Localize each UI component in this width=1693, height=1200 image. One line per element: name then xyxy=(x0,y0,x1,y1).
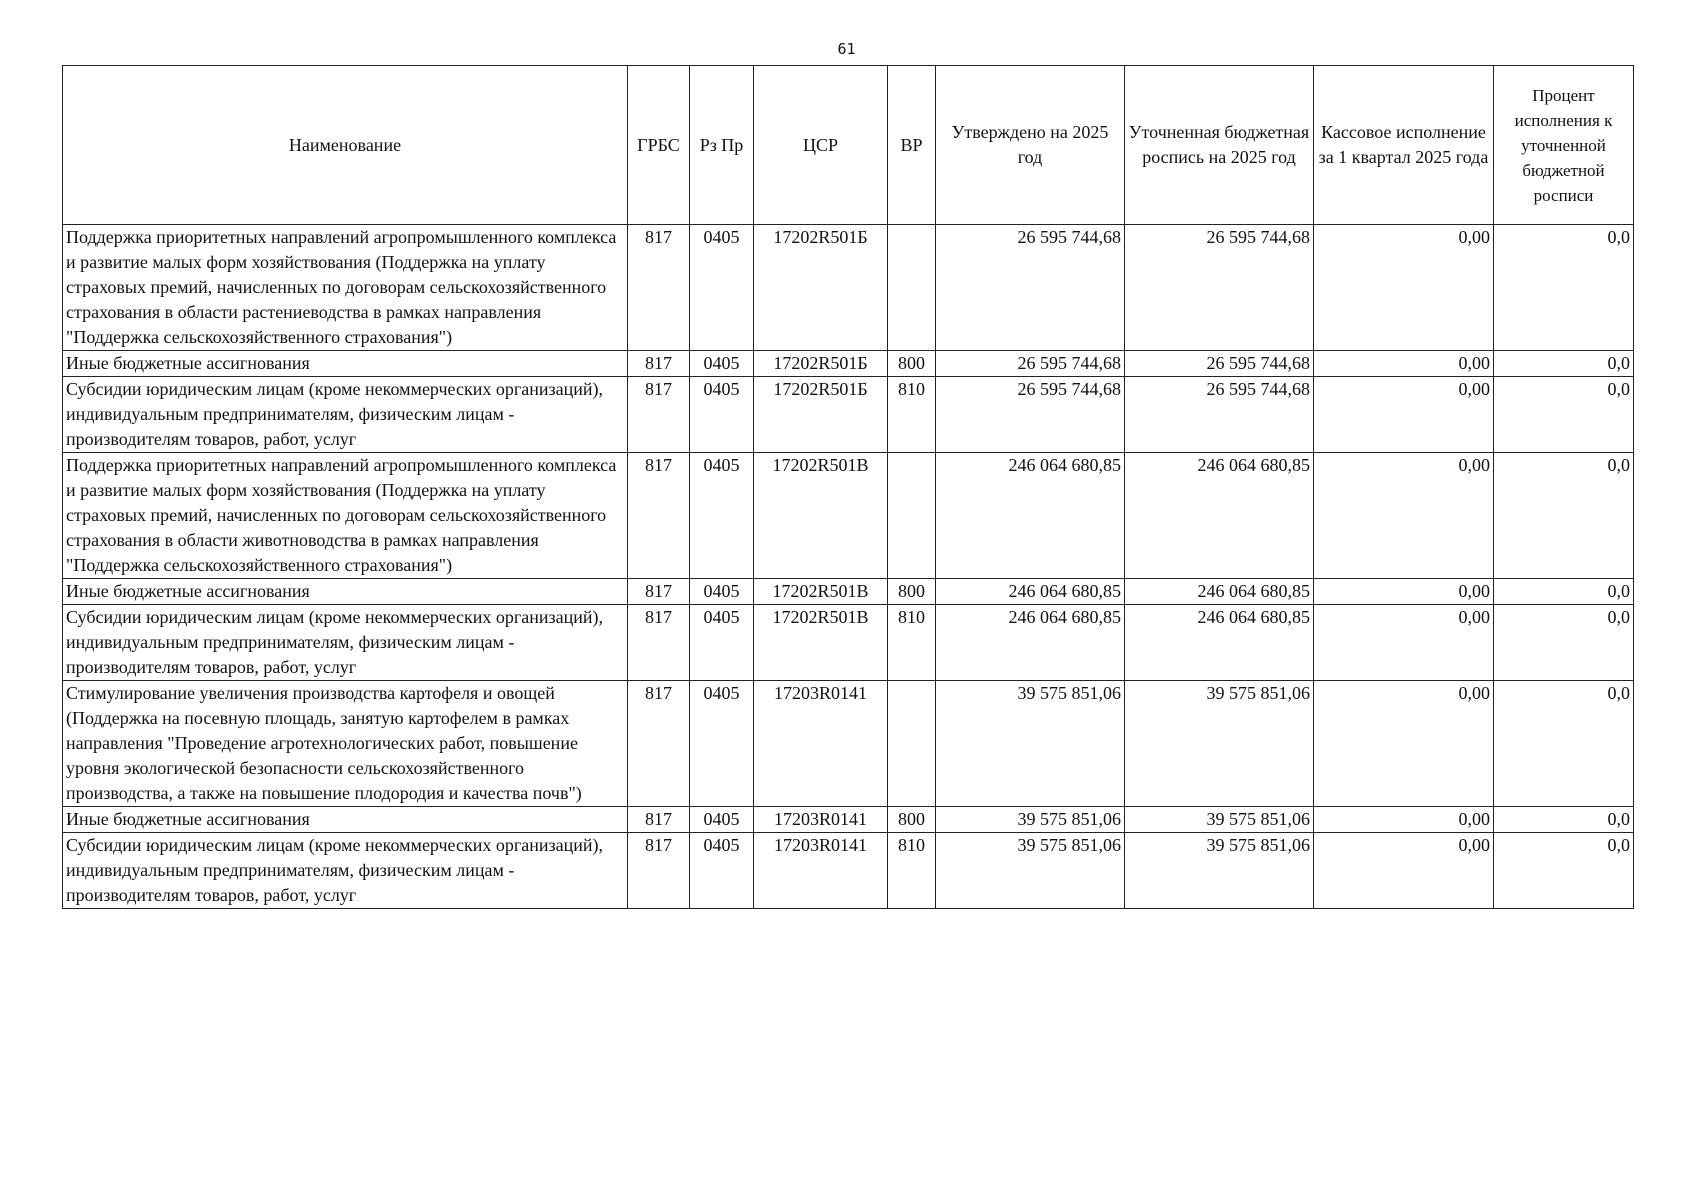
cell-percent: 0,0 xyxy=(1494,225,1634,351)
cell-grbs: 817 xyxy=(628,377,690,453)
cell-name: Иные бюджетные ассигнования xyxy=(63,807,628,833)
cell-refined: 26 595 744,68 xyxy=(1125,225,1314,351)
table-row xyxy=(63,807,1634,833)
table-body xyxy=(63,225,1634,909)
budget-table xyxy=(62,65,1634,909)
cell-csr: 17203R0141 xyxy=(754,807,888,833)
cell-refined: 246 064 680,85 xyxy=(1125,579,1314,605)
header-percent: Процент исполнения к уточненной бюджетной росписи xyxy=(1494,66,1634,225)
cell-rzpr: 0405 xyxy=(690,225,754,351)
cell-csr: 17202R501В xyxy=(754,453,888,579)
table-row xyxy=(63,225,1634,351)
cell-rzpr: 0405 xyxy=(690,579,754,605)
cell-rzpr: 0405 xyxy=(690,351,754,377)
header-csr: ЦСР xyxy=(754,66,888,225)
cell-cash: 0,00 xyxy=(1314,807,1494,833)
cell-cash: 0,00 xyxy=(1314,605,1494,681)
cell-name: Субсидии юридическим лицам (кроме некоммерческих организаций), индивидуальным предпринимателям, физическим лицам - производителям товаров, работ, услуг xyxy=(63,833,628,909)
cell-name: Поддержка приоритетных направлений агропромышленного комплекса и развитие малых форм хозяйствования (Поддержка на уплату страховых премий, начисленных по договорам сельскохозяйственного страхования в области растениеводства в рамках направления "Поддержка сельскохозяйственного страхования") xyxy=(63,225,628,351)
cell-approved: 246 064 680,85 xyxy=(936,605,1125,681)
cell-refined: 246 064 680,85 xyxy=(1125,605,1314,681)
table-row xyxy=(63,833,1634,909)
header-approved: Утверждено на 2025 год xyxy=(936,66,1125,225)
cell-csr: 17203R0141 xyxy=(754,681,888,807)
cell-grbs: 817 xyxy=(628,807,690,833)
cell-csr: 17203R0141 xyxy=(754,833,888,909)
cell-cash: 0,00 xyxy=(1314,377,1494,453)
cell-vr: 800 xyxy=(888,579,936,605)
cell-refined: 26 595 744,68 xyxy=(1125,377,1314,453)
cell-name: Стимулирование увеличения производства картофеля и овощей (Поддержка на посевную площадь, занятую картофелем в рамках направления "Проведение агротехнологических работ, повышение уровня экологической безопасности сельскохозяйственного производства, а также на повышение плодородия и качества почв") xyxy=(63,681,628,807)
header-vr: ВР xyxy=(888,66,936,225)
cell-approved: 39 575 851,06 xyxy=(936,681,1125,807)
cell-vr xyxy=(888,681,936,807)
cell-rzpr: 0405 xyxy=(690,807,754,833)
cell-approved: 246 064 680,85 xyxy=(936,579,1125,605)
cell-grbs: 817 xyxy=(628,579,690,605)
cell-grbs: 817 xyxy=(628,225,690,351)
cell-percent: 0,0 xyxy=(1494,833,1634,909)
table-row xyxy=(63,453,1634,579)
table-row xyxy=(63,377,1634,453)
cell-percent: 0,0 xyxy=(1494,351,1634,377)
cell-approved: 39 575 851,06 xyxy=(936,807,1125,833)
cell-rzpr: 0405 xyxy=(690,605,754,681)
cell-cash: 0,00 xyxy=(1314,453,1494,579)
cell-approved: 26 595 744,68 xyxy=(936,225,1125,351)
cell-percent: 0,0 xyxy=(1494,453,1634,579)
cell-refined: 39 575 851,06 xyxy=(1125,807,1314,833)
cell-refined: 246 064 680,85 xyxy=(1125,453,1314,579)
cell-name: Субсидии юридическим лицам (кроме некоммерческих организаций), индивидуальным предпринимателям, физическим лицам - производителям товаров, работ, услуг xyxy=(63,377,628,453)
cell-cash: 0,00 xyxy=(1314,833,1494,909)
cell-csr: 17202R501В xyxy=(754,605,888,681)
cell-name: Иные бюджетные ассигнования xyxy=(63,351,628,377)
cell-vr: 800 xyxy=(888,807,936,833)
cell-vr: 810 xyxy=(888,605,936,681)
cell-percent: 0,0 xyxy=(1494,377,1634,453)
cell-grbs: 817 xyxy=(628,833,690,909)
table-row xyxy=(63,351,1634,377)
cell-grbs: 817 xyxy=(628,681,690,807)
cell-cash: 0,00 xyxy=(1314,681,1494,807)
cell-csr: 17202R501В xyxy=(754,579,888,605)
cell-csr: 17202R501Б xyxy=(754,225,888,351)
cell-rzpr: 0405 xyxy=(690,833,754,909)
cell-refined: 39 575 851,06 xyxy=(1125,833,1314,909)
cell-name: Иные бюджетные ассигнования xyxy=(63,579,628,605)
cell-rzpr: 0405 xyxy=(690,453,754,579)
cell-approved: 246 064 680,85 xyxy=(936,453,1125,579)
cell-approved: 26 595 744,68 xyxy=(936,351,1125,377)
cell-approved: 39 575 851,06 xyxy=(936,833,1125,909)
cell-name: Субсидии юридическим лицам (кроме некоммерческих организаций), индивидуальным предпринимателям, физическим лицам - производителям товаров, работ, услуг xyxy=(63,605,628,681)
table-row xyxy=(63,681,1634,807)
header-cash: Кассовое исполнение за 1 квартал 2025 года xyxy=(1314,66,1494,225)
cell-grbs: 817 xyxy=(628,453,690,579)
header-grbs: ГРБС xyxy=(628,66,690,225)
table-row xyxy=(63,579,1634,605)
cell-cash: 0,00 xyxy=(1314,225,1494,351)
cell-percent: 0,0 xyxy=(1494,681,1634,807)
cell-percent: 0,0 xyxy=(1494,605,1634,681)
cell-cash: 0,00 xyxy=(1314,351,1494,377)
cell-vr: 810 xyxy=(888,833,936,909)
header-name: Наименование xyxy=(63,66,628,225)
table-row xyxy=(63,605,1634,681)
cell-vr xyxy=(888,225,936,351)
table-header-row xyxy=(63,66,1634,225)
cell-percent: 0,0 xyxy=(1494,807,1634,833)
cell-csr: 17202R501Б xyxy=(754,351,888,377)
header-rzpr: Рз Пр xyxy=(690,66,754,225)
cell-vr: 810 xyxy=(888,377,936,453)
cell-csr: 17202R501Б xyxy=(754,377,888,453)
page-number: 61 xyxy=(837,40,856,58)
cell-vr: 800 xyxy=(888,351,936,377)
cell-vr xyxy=(888,453,936,579)
cell-refined: 26 595 744,68 xyxy=(1125,351,1314,377)
cell-approved: 26 595 744,68 xyxy=(936,377,1125,453)
cell-rzpr: 0405 xyxy=(690,377,754,453)
cell-cash: 0,00 xyxy=(1314,579,1494,605)
cell-grbs: 817 xyxy=(628,605,690,681)
cell-refined: 39 575 851,06 xyxy=(1125,681,1314,807)
header-refined: Уточненная бюджетная роспись на 2025 год xyxy=(1125,66,1314,225)
cell-rzpr: 0405 xyxy=(690,681,754,807)
cell-name: Поддержка приоритетных направлений агропромышленного комплекса и развитие малых форм хозяйствования (Поддержка на уплату страховых премий, начисленных по договорам сельскохозяйственного страхования в области животноводства в рамках направления "Поддержка сельскохозяйственного страхования") xyxy=(63,453,628,579)
cell-percent: 0,0 xyxy=(1494,579,1634,605)
cell-grbs: 817 xyxy=(628,351,690,377)
